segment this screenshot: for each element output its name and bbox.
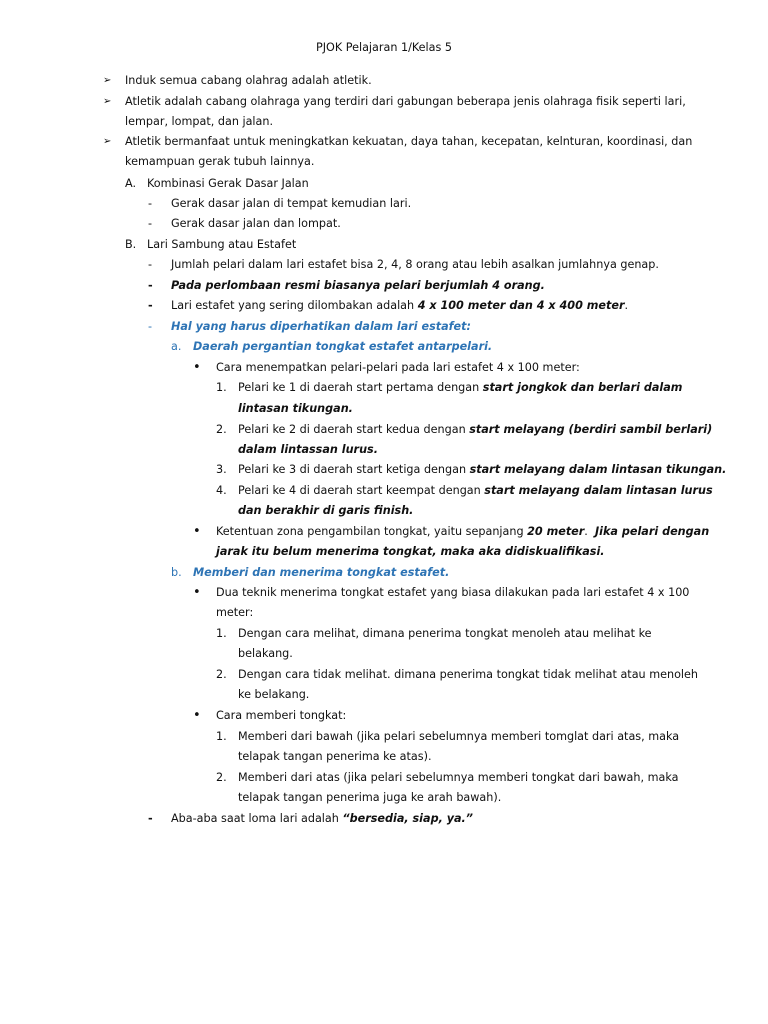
runner-2-emphasis: start melayang (berdiri sambil berlari) [469, 423, 713, 436]
section-a-heading: Kombinasi Gerak Dasar Jalan [147, 177, 309, 190]
section-a-item-1: Gerak dasar jalan di tempat kemudian lari. [171, 197, 412, 210]
section-marker: B. [125, 238, 137, 251]
dash-marker: - [148, 197, 153, 210]
zone-rule: Jika pelari dengan [594, 525, 710, 538]
number-marker: 1. [216, 730, 227, 743]
arrow-bullet-icon: ➢ [103, 96, 112, 107]
section-b-item-4: Hal yang harus diperhatikan dalam lari estafet: [171, 320, 471, 333]
section-b-item-3 [171, 298, 628, 314]
intro-item-3-line-1: Atletik bermanfaat untuk meningkatkan kekuatan, daya tahan, kecepatan, kelnturan, koordinasi, dan [125, 135, 693, 148]
section-marker: A. [125, 177, 137, 190]
section-b-item-2: Pada perlombaan resmi biasanya pelari berjumlah 4 orang. [171, 279, 545, 292]
number-marker: 4. [216, 484, 227, 497]
runner-3-text: Pelari ke 3 di daerah start ketiga dengan [238, 463, 470, 476]
number-marker: 1. [216, 381, 227, 394]
runner-4-emphasis: start melayang dalam lintasan lurus [484, 484, 713, 497]
intro-item-2-line-1: Atletik adalah cabang olahraga yang terdiri dari gabungan beberapa jenis olahraga fisik seperti lari, [125, 95, 686, 108]
runner-3-emphasis: start melayang dalam lintasan tikungan. [469, 463, 727, 476]
technique-2-line-1: Dengan cara tidak melihat. dimana penerima tongkat tidak melihat atau menoleh [238, 668, 698, 681]
arrow-bullet-icon: ➢ [103, 75, 112, 86]
number-marker: 2. [216, 423, 227, 436]
subsection-marker: a. [171, 340, 182, 353]
section-b-item-1: Jumlah pelari dalam lari estafet bisa 2, 4, 8 orang atau lebih asalkan jumlahnya genap. [171, 258, 659, 271]
runner-1-text: Pelari ke 1 di daerah start pertama dengan [238, 381, 483, 394]
give-2-line-1: Memberi dari atas (jika pelari sebelumnya memberi tongkat dari bawah, maka [238, 771, 679, 784]
runner-4-line-2: dan berakhir di garis finish. [238, 504, 414, 517]
dash-marker: - [148, 812, 153, 825]
start-command-emphasis: “bersedia, siap, ya.” [342, 812, 474, 825]
subsection-b-bullet-1-line-1: Dua teknik menerima tongkat estafet yang biasa dilakukan pada lari estafet 4 x 100 [216, 586, 690, 599]
give-1-line-1: Memberi dari bawah (jika pelari sebelumnya memberi tomglat dari atas, maka [238, 730, 680, 743]
runner-4-line-1 [238, 483, 713, 499]
runner-2-line-2: dalam lintassan lurus. [238, 443, 378, 456]
subsection-b-heading: Memberi dan menerima tongkat estafet. [193, 566, 450, 579]
runner-1-line-1 [238, 380, 682, 396]
runner-1-emphasis: start jongkok dan berlari dalam [482, 381, 683, 394]
section-b-heading: Lari Sambung atau Estafet [147, 238, 297, 251]
number-marker: 2. [216, 771, 227, 784]
bullet-dot-icon: • [193, 524, 201, 539]
subsection-a-bullet-2-line-1 [216, 524, 709, 540]
section-b-item-5 [171, 811, 473, 827]
bullet-dot-icon: • [193, 360, 201, 375]
dash-marker: - [148, 258, 153, 271]
bullet-dot-icon: • [193, 708, 201, 723]
item-3-emphasis: 4 x 100 meter dan 4 x 400 meter [417, 299, 625, 312]
page-title: PJOK Pelajaran 1/Kelas 5 [315, 41, 453, 54]
technique-2-line-2: ke belakang. [238, 688, 310, 701]
intro-item-2-line-2: lempar, lompat, dan jalan. [125, 115, 274, 128]
technique-1-line-1: Dengan cara melihat, dimana penerima tongkat menoleh atau melihat ke [238, 627, 652, 640]
start-command-text: Aba-aba saat loma lari adalah [171, 812, 343, 825]
technique-1-line-2: belakang. [238, 647, 293, 660]
runner-2-text: Pelari ke 2 di daerah start kedua dengan [238, 423, 470, 436]
dash-marker: - [148, 217, 153, 230]
intro-item-3-line-2: kemampuan gerak tubuh lainnya. [125, 155, 315, 168]
subsection-a-bullet-2-line-2: jarak itu belum menerima tongkat, maka aka didiskualifikasi. [216, 545, 605, 558]
subsection-a-heading: Daerah pergantian tongkat estafet antarpelari. [193, 340, 493, 353]
give-2-line-2: telapak tangan penerima juga ke arah bawah). [238, 791, 502, 804]
dash-marker: - [148, 299, 153, 312]
arrow-bullet-icon: ➢ [103, 136, 112, 147]
intro-item-1: Induk semua cabang olahrag adalah atletik. [125, 74, 372, 87]
section-a-item-2: Gerak dasar jalan dan lompat. [171, 217, 341, 230]
give-1-line-2: telapak tangan penerima ke atas). [238, 750, 432, 763]
subsection-b-bullet-1-line-2: meter: [216, 606, 254, 619]
number-marker: 2. [216, 668, 227, 681]
zone-text: Ketentuan zona pengambilan tongkat, yaitu sepanjang [216, 525, 528, 538]
zone-separator: . [584, 525, 595, 538]
runner-1-line-2: lintasan tikungan. [238, 402, 353, 415]
number-marker: 1. [216, 627, 227, 640]
subsection-marker: b. [171, 566, 182, 579]
runner-3-line-1 [238, 462, 726, 478]
runner-2-line-1 [238, 422, 712, 438]
item-3-end: . [624, 299, 629, 312]
number-marker: 3. [216, 463, 227, 476]
zone-distance: 20 meter [527, 525, 585, 538]
dash-marker: - [148, 320, 153, 333]
subsection-b-bullet-2: Cara memberi tongkat: [216, 709, 347, 722]
item-3-text: Lari estafet yang sering dilombakan adalah [171, 299, 418, 312]
runner-4-text: Pelari ke 4 di daerah start keempat dengan [238, 484, 485, 497]
subsection-a-bullet-1: Cara menempatkan pelari-pelari pada lari estafet 4 x 100 meter: [216, 361, 580, 374]
dash-marker: - [148, 279, 153, 292]
bullet-dot-icon: • [193, 585, 201, 600]
